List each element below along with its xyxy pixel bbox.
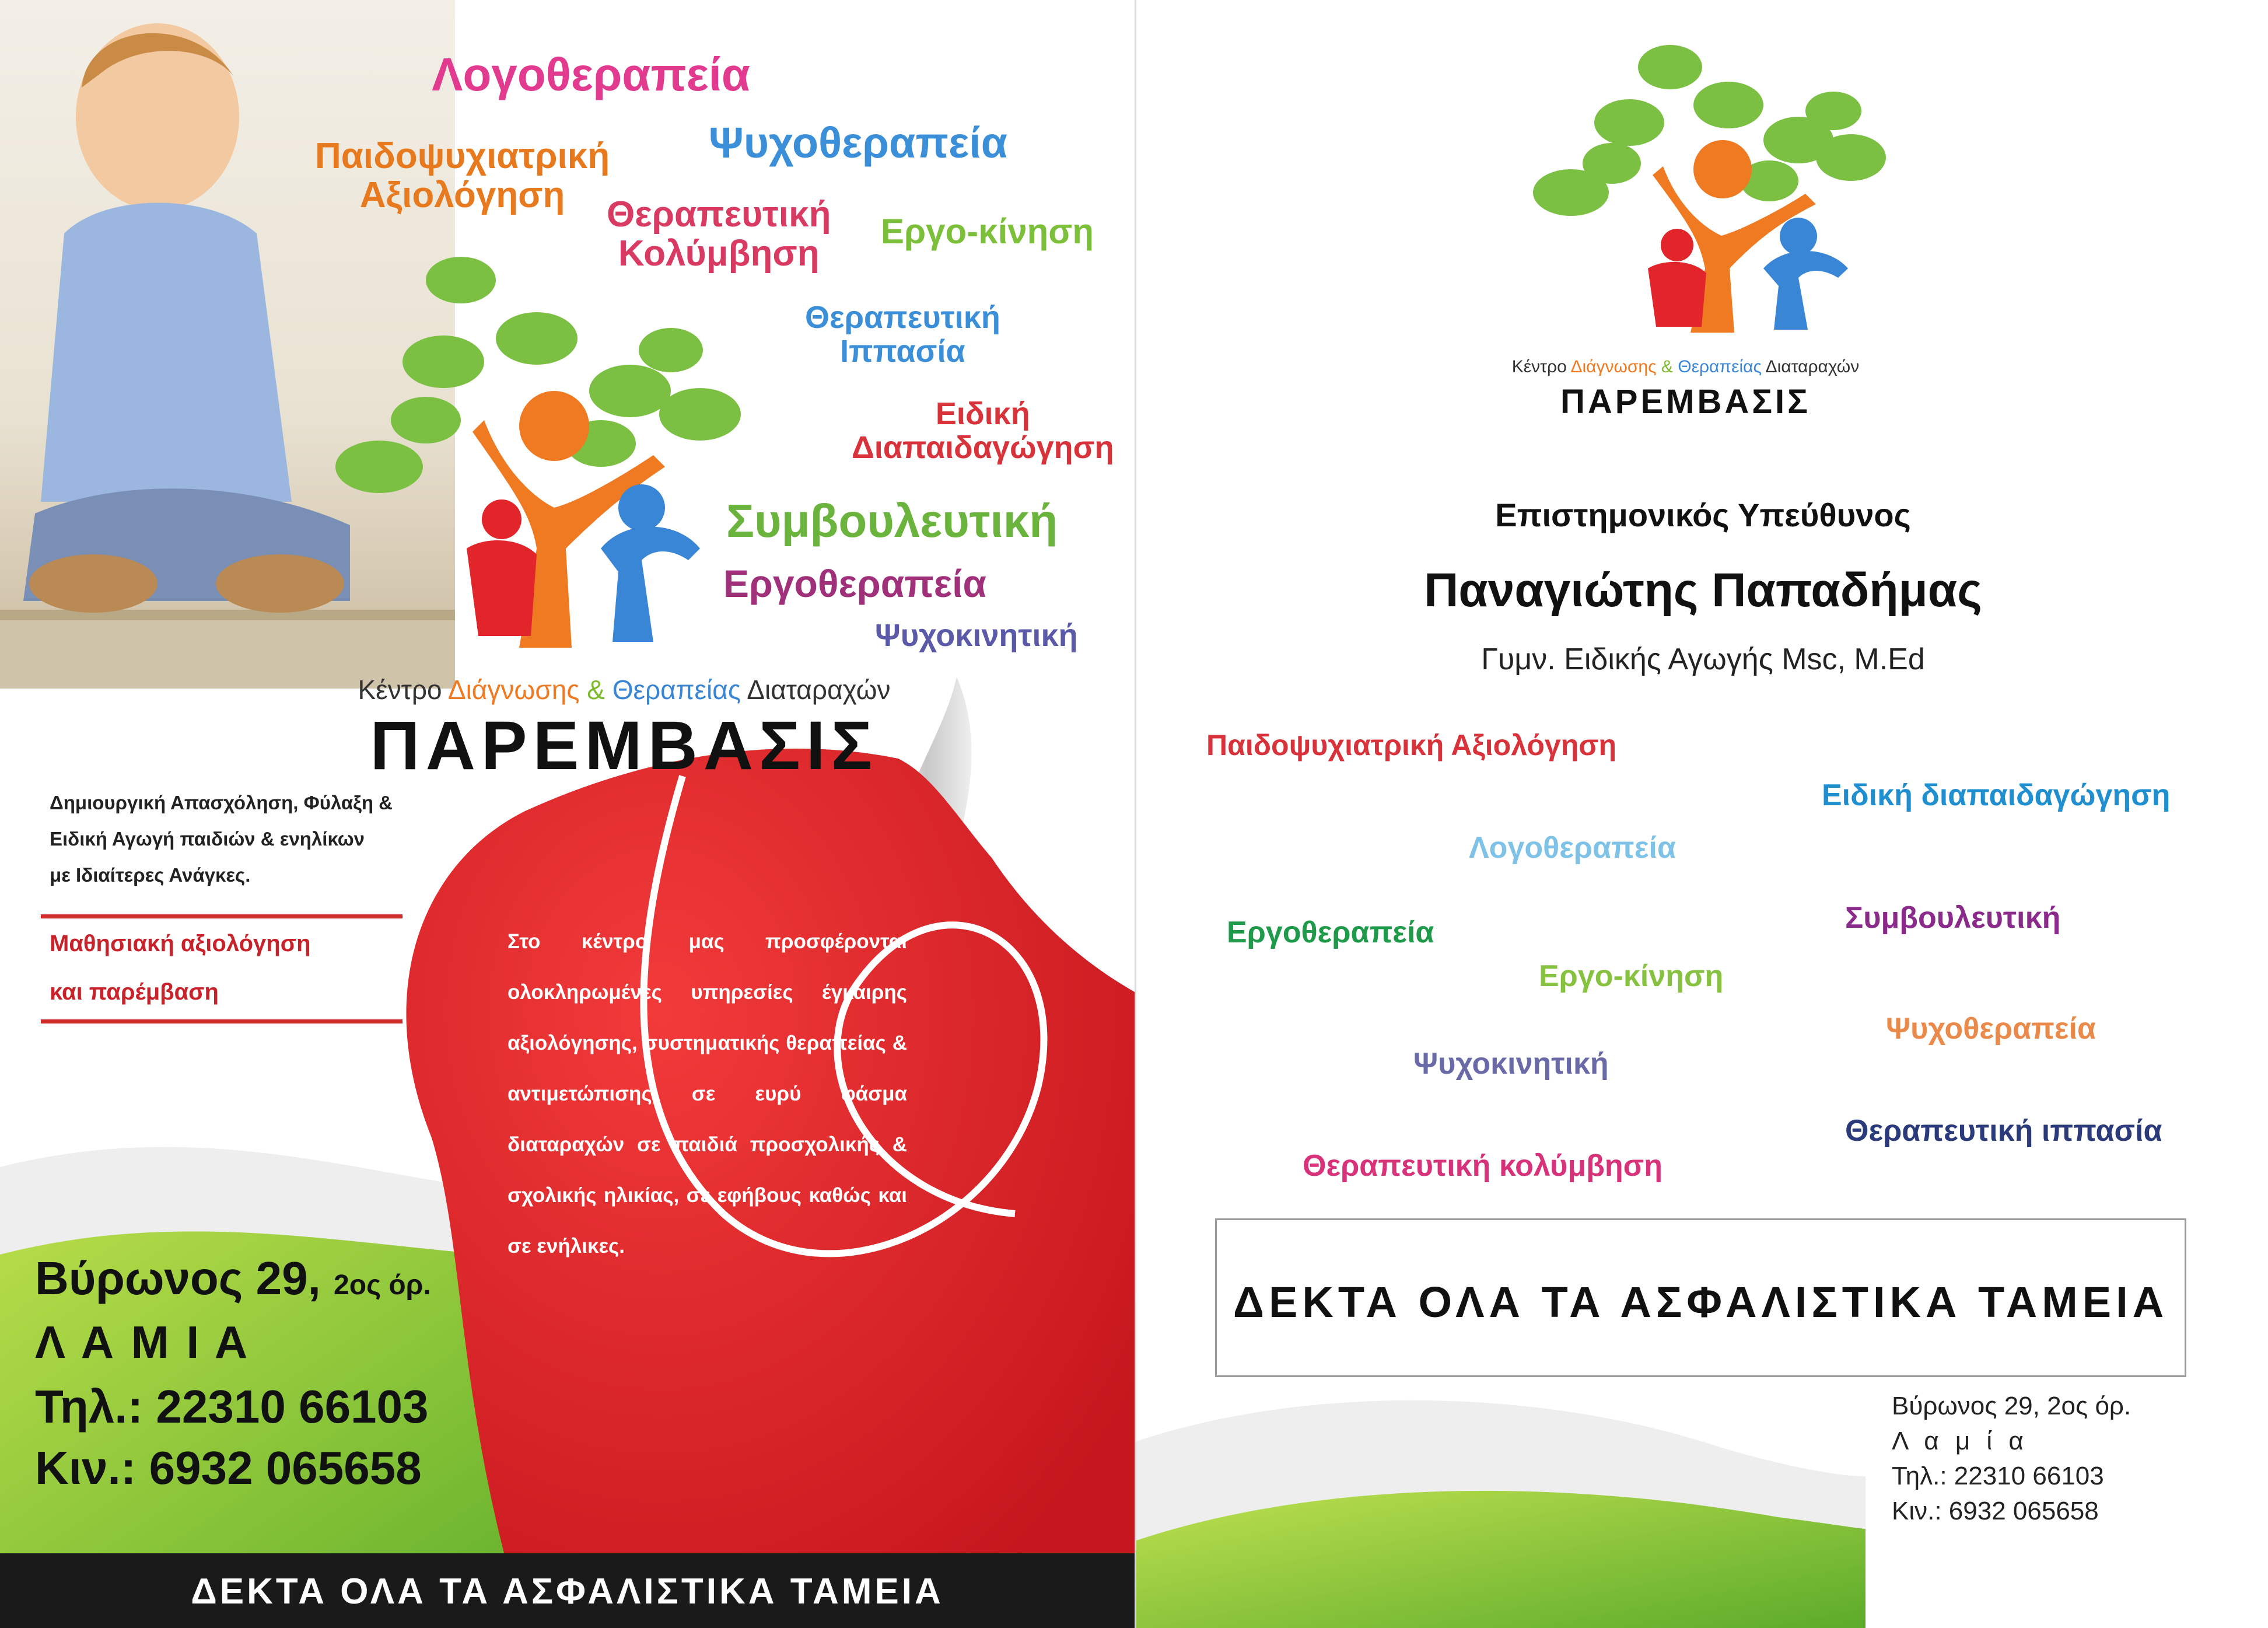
service-psychomotor-right: Ψυχοκινητική: [1413, 1047, 1609, 1081]
subtitle-ampersand: &: [587, 675, 605, 705]
red-divider-bottom: [41, 1019, 402, 1023]
service-therapeutic-swimming: Θεραπευτική Κολύμβηση: [607, 194, 831, 274]
scientific-director-label: Επιστημονικός Υπεύθυνος: [1495, 497, 1911, 533]
service-psychotherapy-right: Ψυχοθεραπεία: [1886, 1012, 2096, 1046]
center-subtitle: Κέντρο Διάγνωσης & Θεραπείας Διαταραχών: [358, 675, 891, 705]
learning-assessment-line2: και παρέμβαση: [50, 979, 219, 1005]
subtitle-word-therapy: Θεραπείας: [612, 675, 741, 705]
address-right-phone: Τηλ.: 22310 66103: [1892, 1462, 2104, 1490]
service-psychomotor: Ψυχοκινητική: [875, 618, 1078, 653]
service-special-education-right: Ειδική διαπαιδαγώγηση: [1822, 778, 2171, 812]
address-phone: Τηλ.: 22310 66103: [35, 1381, 429, 1433]
service-therapeutic-riding: Θεραπευτική Ιππασία: [805, 300, 1000, 369]
address-right-city: Λ α μ ί α: [1892, 1427, 2028, 1455]
service-psychotherapy: Ψυχοθεραπεία: [709, 118, 1008, 167]
address-right-street: Βύρωνος 29, 2ος όρ.: [1892, 1392, 2132, 1420]
insurance-banner: ΔΕΚΤΑ ΟΛΑ ΤΑ ΑΣΦΑΛΙΣΤΙΚΑ ΤΑΜΕΙΑ: [0, 1553, 1135, 1628]
tagline: Δημιουργική Απασχόληση, Φύλαξη & Ειδική Αγωγή παιδιών & ενηλίκων με Ιδιαίτερες Ανάγκες.: [50, 792, 393, 886]
address-right-mobile: Κιν.: 6932 065658: [1892, 1497, 2099, 1525]
learning-assessment-line1: Μαθησιακή αξιολόγηση: [50, 931, 311, 956]
director-credentials: Γυμν. Ειδικής Αγωγής Msc, M.Ed: [1481, 642, 1925, 676]
subtitle-word-diagnosis-right: Διάγνωσης: [1570, 357, 1657, 376]
service-logotherapy: Λογοθεραπεία: [432, 48, 751, 100]
tree-logo-icon: [327, 245, 770, 677]
subtitle-word-diagnosis: Διάγνωσης: [447, 675, 580, 705]
address-street: Βύρωνος 29, 2ος όρ.: [35, 1252, 431, 1304]
brand-name: ΠΑΡΕΜΒΑΣΙΣ: [370, 707, 878, 784]
service-therapeutic-swimming-right: Θεραπευτική κολύμβηση: [1303, 1149, 1662, 1183]
tree-logo-icon-right: [1524, 35, 1898, 338]
service-counseling: Συμβουλευτική: [726, 495, 1058, 547]
service-therapeutic-riding-right: Θεραπευτική ιππασία: [1845, 1114, 2162, 1148]
service-counseling-right: Συμβουλευτική: [1845, 901, 2061, 935]
heart-description: Στο κέντρο μας προσφέρονται ολοκληρωμένες υπηρεσίες έγκαιρης αξιολόγησης, συστηματικής θεραπείας & αντιμετώπισης σε ευρύ φάσμα διαταραχών σε παιδιά προσχολικής & σχολικής ηλικίας, σε εφήβους καθώς και σε ενήλικες.: [508, 930, 907, 1257]
service-logotherapy-right: Λογοθεραπεία: [1469, 831, 1676, 865]
right-flyer-page: [1135, 0, 2268, 1628]
subtitle-ampersand-right: &: [1661, 357, 1673, 376]
center-subtitle-right: Κέντρο Διάγνωσης & Θεραπείας Διαταραχών: [1511, 357, 1860, 376]
service-child-psychiatric-assessment-right: Παιδοψυχιατρική Αξιολόγηση: [1206, 729, 1617, 761]
address-mobile: Κιν.: 6932 065658: [35, 1442, 422, 1494]
service-child-psychiatric-assessment: Παιδοψυχιατρική Αξιολόγηση: [315, 136, 610, 215]
service-ergo-kinisi: Εργο-κίνηση: [881, 212, 1094, 251]
red-divider-top: [41, 914, 402, 918]
insurance-box: ΔΕΚΤΑ ΟΛΑ ΤΑ ΑΣΦΑΛΙΣΤΙΚΑ ΤΑΜΕΙΑ: [1215, 1218, 2186, 1377]
address-city: Λ Α Μ Ι Α: [35, 1316, 250, 1368]
director-name: Παναγιώτης Παπαδήμας: [1424, 564, 1982, 617]
subtitle-word-therapy-right: Θεραπείας: [1678, 357, 1762, 376]
service-special-education: Ειδική Διαπαιδαγώγηση: [852, 396, 1114, 466]
brand-name-right: ΠΑΡΕΜΒΑΣΙΣ: [1560, 383, 1811, 421]
service-occupational-therapy-right: Εργοθεραπεία: [1227, 916, 1434, 949]
service-ergo-kinisi-right: Εργο-κίνηση: [1539, 959, 1724, 993]
service-occupational-therapy: Εργοθεραπεία: [723, 562, 987, 605]
